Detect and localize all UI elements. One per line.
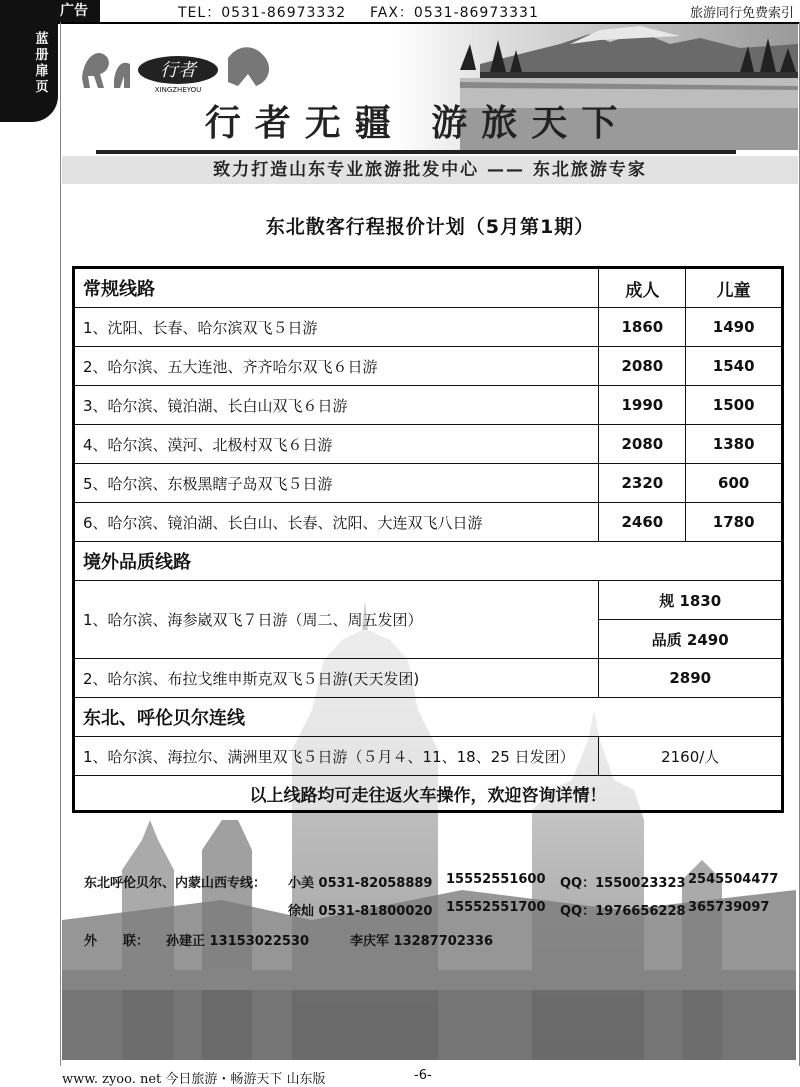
child-price: 600 [686, 464, 783, 503]
mission-statement: 致力打造山东专业旅游批发中心 —— 东北旅游专家 [62, 156, 798, 184]
premium-price: 品质 2490 [599, 620, 783, 659]
contact-2-mobile: 15552551700 [446, 900, 546, 915]
table-row [74, 386, 783, 425]
route-name: 1、哈尔滨、海拉尔、满洲里双飞５日游（５月４、11、18、25 日发团） [74, 737, 599, 776]
contact-2-qq: QQ：1976656228 [560, 904, 686, 919]
adult-price: 2080 [599, 425, 686, 464]
section-regular: 常规线路 [74, 268, 599, 308]
logo-subtext: XINGZHEYOU [154, 86, 202, 94]
route-name: 1、沈阳、长春、哈尔滨双飞５日游 [74, 308, 599, 347]
section-overseas: 境外品质线路 [74, 542, 783, 581]
table-row [74, 425, 783, 464]
outreach-contact-2: 李庆军 13287702336 [350, 934, 494, 949]
child-price: 1380 [686, 425, 783, 464]
side-tab-label: 蓝册扉页 [35, 32, 49, 95]
col-adult: 成人 [599, 268, 686, 308]
route-name: 2、哈尔滨、五大连池、齐齐哈尔双飞６日游 [74, 347, 599, 386]
contact-2-qq-2: 365739097 [688, 900, 770, 915]
contact-1-qq: QQ：1550023323 [560, 876, 686, 891]
table-row [74, 659, 783, 698]
route-name: 2、哈尔滨、布拉戈维申斯克双飞５日游(天天发团) [74, 659, 599, 698]
standard-price: 规 1830 [599, 581, 783, 620]
adult-price: 1990 [599, 386, 686, 425]
table-row [74, 503, 783, 542]
overseas-header-row [74, 542, 783, 581]
plan-title: 东北散客行程报价计划（5月第1期） [265, 216, 595, 238]
contact-1-qq-2: 2545504477 [688, 872, 779, 887]
brand-logo [78, 38, 278, 94]
child-price: 1540 [686, 347, 783, 386]
fax: FAX：0531-86973331 [370, 5, 539, 21]
child-price: 1490 [686, 308, 783, 347]
table-row [74, 737, 783, 776]
train-option-note: 以上线路均可走往返火车操作，欢迎咨询详情！ [74, 776, 783, 812]
table-row [74, 347, 783, 386]
table-row [74, 581, 783, 620]
telephone: TEL：0531-86973332 [178, 5, 347, 21]
slogan-rule [96, 150, 736, 154]
side-tab [0, 22, 58, 122]
page-footer [62, 1066, 798, 1086]
table-row [74, 308, 783, 347]
contact-1-mobile: 15552551600 [446, 872, 546, 887]
index-label: 旅游同行免费索引 [689, 6, 794, 21]
route-name: 4、哈尔滨、漠河、北极村双飞６日游 [74, 425, 599, 464]
child-price: 1780 [686, 503, 783, 542]
logo-text: 行者 [160, 60, 196, 81]
rates-table [72, 266, 784, 813]
adult-price: 2320 [599, 464, 686, 503]
child-price: 1500 [686, 386, 783, 425]
contact-1: 小美 0531-82058889 [288, 876, 433, 891]
adult-price: 2080 [599, 347, 686, 386]
route-name: 6、哈尔滨、镜泊湖、长白山、长春、沈阳、大连双飞八日游 [74, 503, 599, 542]
ad-tag: 广告 [0, 0, 100, 22]
adult-price: 1860 [599, 308, 686, 347]
note-row [74, 776, 783, 812]
col-child: 儿童 [686, 268, 783, 308]
price: 2160/人 [599, 737, 783, 776]
page-number: -6- [414, 1068, 432, 1083]
outreach-contact-1: 孙建正 13153022530 [166, 934, 310, 949]
section-hulunbuir: 东北、呼伦贝尔连线 [74, 698, 783, 737]
outreach-label: 外 联： [84, 934, 150, 949]
line-label: 东北呼伦贝尔、内蒙山西专线： [84, 876, 267, 891]
adult-price: 2460 [599, 503, 686, 542]
contact-2: 徐灿 0531-81800020 [288, 904, 433, 919]
hulunbuir-header-row [74, 698, 783, 737]
regular-header-row [74, 268, 783, 308]
slogan: 行者无疆 游旅天下 [204, 102, 632, 144]
price: 2890 [599, 659, 783, 698]
footer-site: www. zyoo. net 今日旅游・畅游天下 山东版 [62, 1072, 326, 1087]
route-name: 3、哈尔滨、镜泊湖、长白山双飞６日游 [74, 386, 599, 425]
route-name: 1、哈尔滨、海参崴双飞７日游（周二、周五发团） [74, 581, 599, 659]
route-name: 5、哈尔滨、东极黑瞎子岛双飞５日游 [74, 464, 599, 503]
table-row [74, 464, 783, 503]
